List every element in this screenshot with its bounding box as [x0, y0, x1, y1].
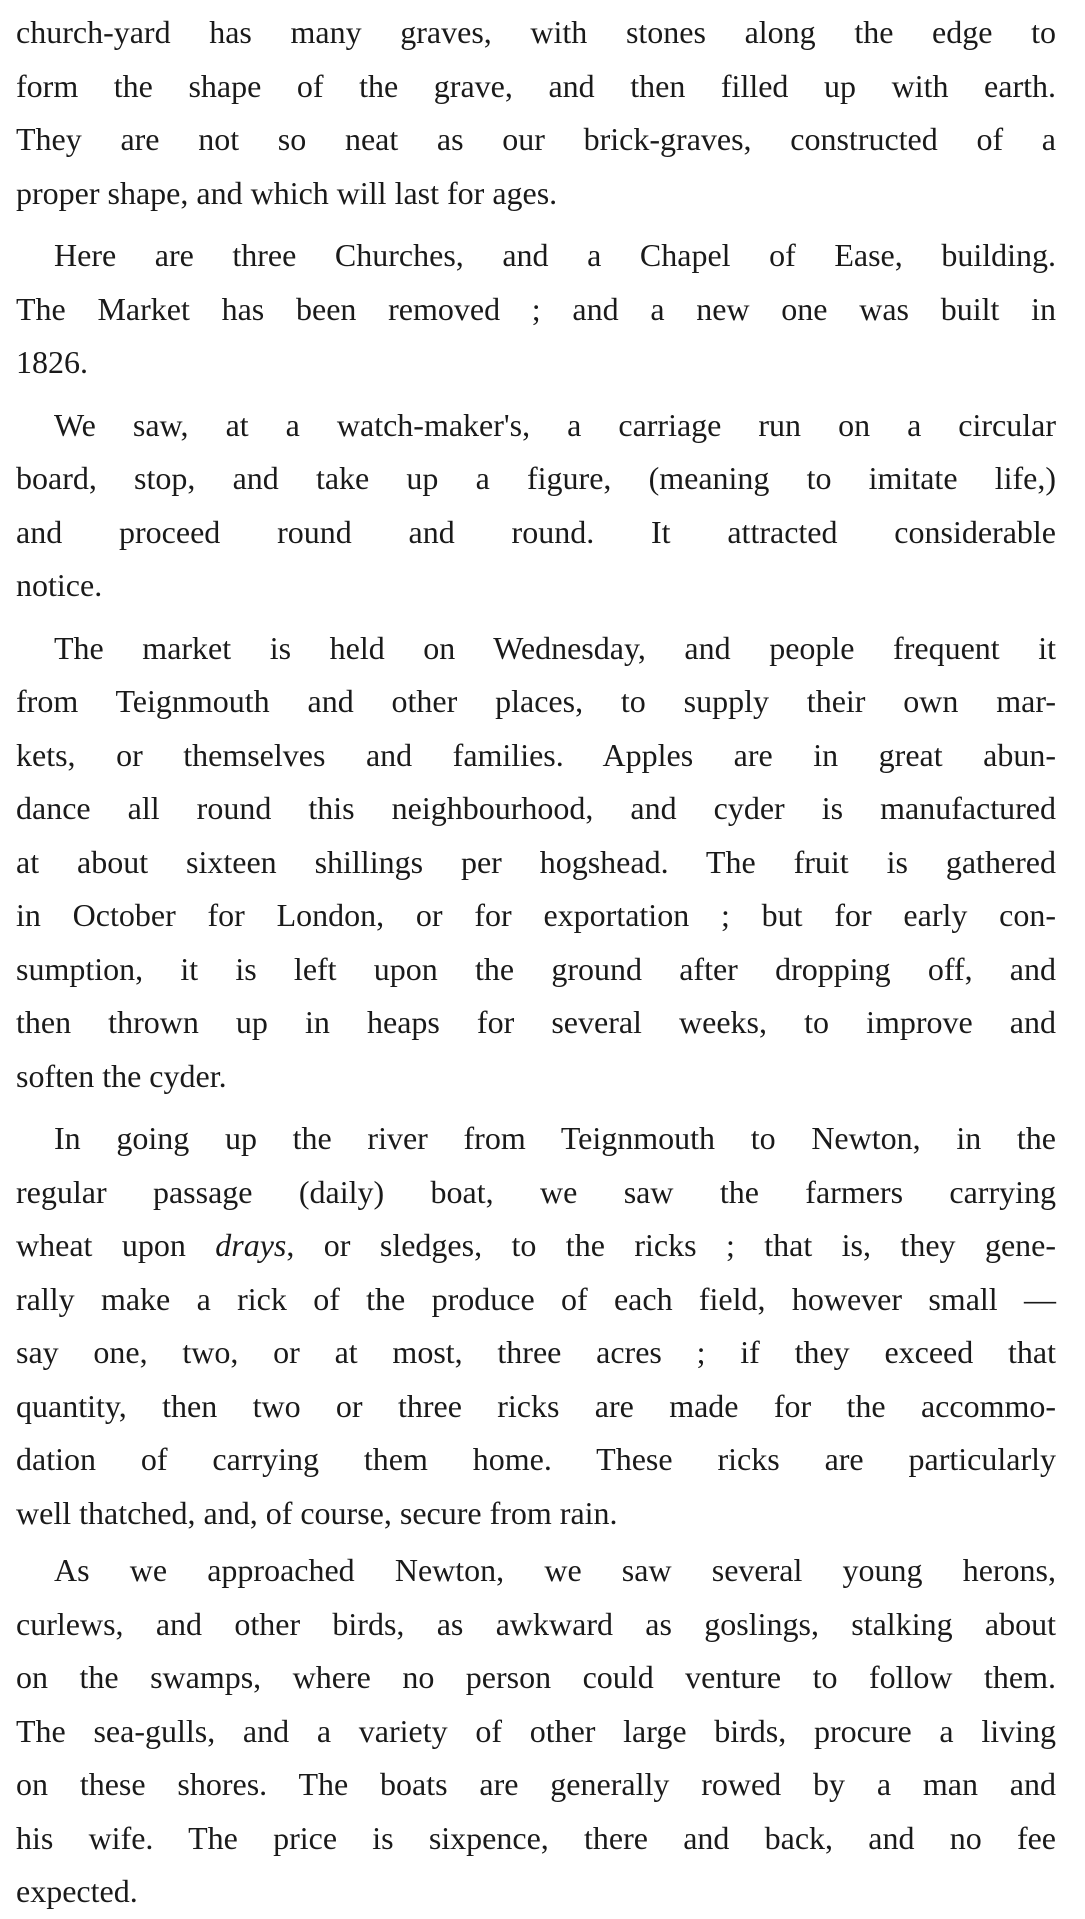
text-line: dation of carrying them home. These ricks are particularly — [16, 1441, 1056, 1477]
text-line: church-yard has many graves, with stones along the edge to — [16, 14, 1056, 50]
text-line: well thatched, and, of course, secure from rain. — [16, 1494, 618, 1531]
paragraph-river-journey — [16, 1112, 1056, 1540]
text-line: 1826. — [16, 344, 88, 380]
text-line: wheat upon drays, or sledges, to the ricks ; that is, they gene- — [16, 1227, 1056, 1263]
text-line: from Teignmouth and other places, to supply their own mar- — [16, 683, 1056, 719]
paragraph-market — [16, 622, 1056, 1104]
text-line: regular passage (daily) boat, we saw the farmers carrying — [16, 1173, 1056, 1210]
text-line: in October for London, or for exportation ; but for early con- — [16, 897, 1056, 933]
text-line: The Market has been removed ; and a new one was built in — [16, 290, 1056, 327]
text-line: notice. — [16, 567, 103, 603]
text-line: dance all round this neighbourhood, and cyder is manufactured — [16, 790, 1056, 826]
italic-word: drays — [215, 1227, 287, 1263]
text-line: on these shores. The boats are generally rowed by a man and — [16, 1766, 1056, 1802]
text-line: sumption, it is left upon the ground after dropping off, and — [16, 950, 1056, 987]
text-line: form the shape of the grave, and then filled up with earth. — [16, 67, 1056, 104]
text-line: on the swamps, where no person could venture to follow them. — [16, 1659, 1056, 1695]
text-line: The market is held on Wednesday, and people frequent it — [54, 629, 1056, 666]
text-line: The sea-gulls, and a variety of other large birds, procure a living — [16, 1712, 1056, 1749]
paragraph-watch-maker — [16, 399, 1056, 613]
text-line: say one, two, or at most, three acres ; if they exceed that — [16, 1334, 1056, 1370]
text-line: kets, or themselves and families. Apples are in great abun- — [16, 736, 1056, 773]
text-line: As we approached Newton, we saw several young herons, — [54, 1552, 1056, 1588]
text-line: We saw, at a watch-maker's, a carriage run on a circular — [54, 406, 1056, 443]
text-line: In going up the river from Teignmouth to Newton, in the — [54, 1120, 1056, 1156]
text-line: soften the cyder. — [16, 1057, 227, 1094]
text-line: rally make a rick of the produce of each field, however small — — [16, 1280, 1056, 1317]
text-line: then thrown up in heaps for several weeks, to improve and — [16, 1004, 1056, 1040]
text-line: curlews, and other birds, as awkward as goslings, stalking about — [16, 1605, 1056, 1642]
paragraph-graves — [16, 6, 1056, 220]
text-line: board, stop, and take up a figure, (meaning to imitate life,) — [16, 460, 1056, 496]
text-line: and proceed round and round. It attracted considerable — [16, 513, 1056, 550]
paragraph-churches — [16, 229, 1056, 390]
text-line: They are not so neat as our brick-graves, constructed of a — [16, 121, 1056, 157]
text-line: expected. — [16, 1873, 138, 1909]
text-line: his wife. The price is sixpence, there and back, and no fee — [16, 1819, 1056, 1856]
paragraph-newton-birds — [16, 1544, 1056, 1919]
text-line: quantity, then two or three ricks are made for the accommo- — [16, 1387, 1056, 1424]
book-page — [16, 0, 1056, 1917]
text-line: Here are three Churches, and a Chapel of Ease, building. — [54, 237, 1056, 273]
text-line: at about sixteen shillings per hogshead. The fruit is gathered — [16, 843, 1056, 880]
text-line: proper shape, and which will last for ages. — [16, 174, 558, 211]
